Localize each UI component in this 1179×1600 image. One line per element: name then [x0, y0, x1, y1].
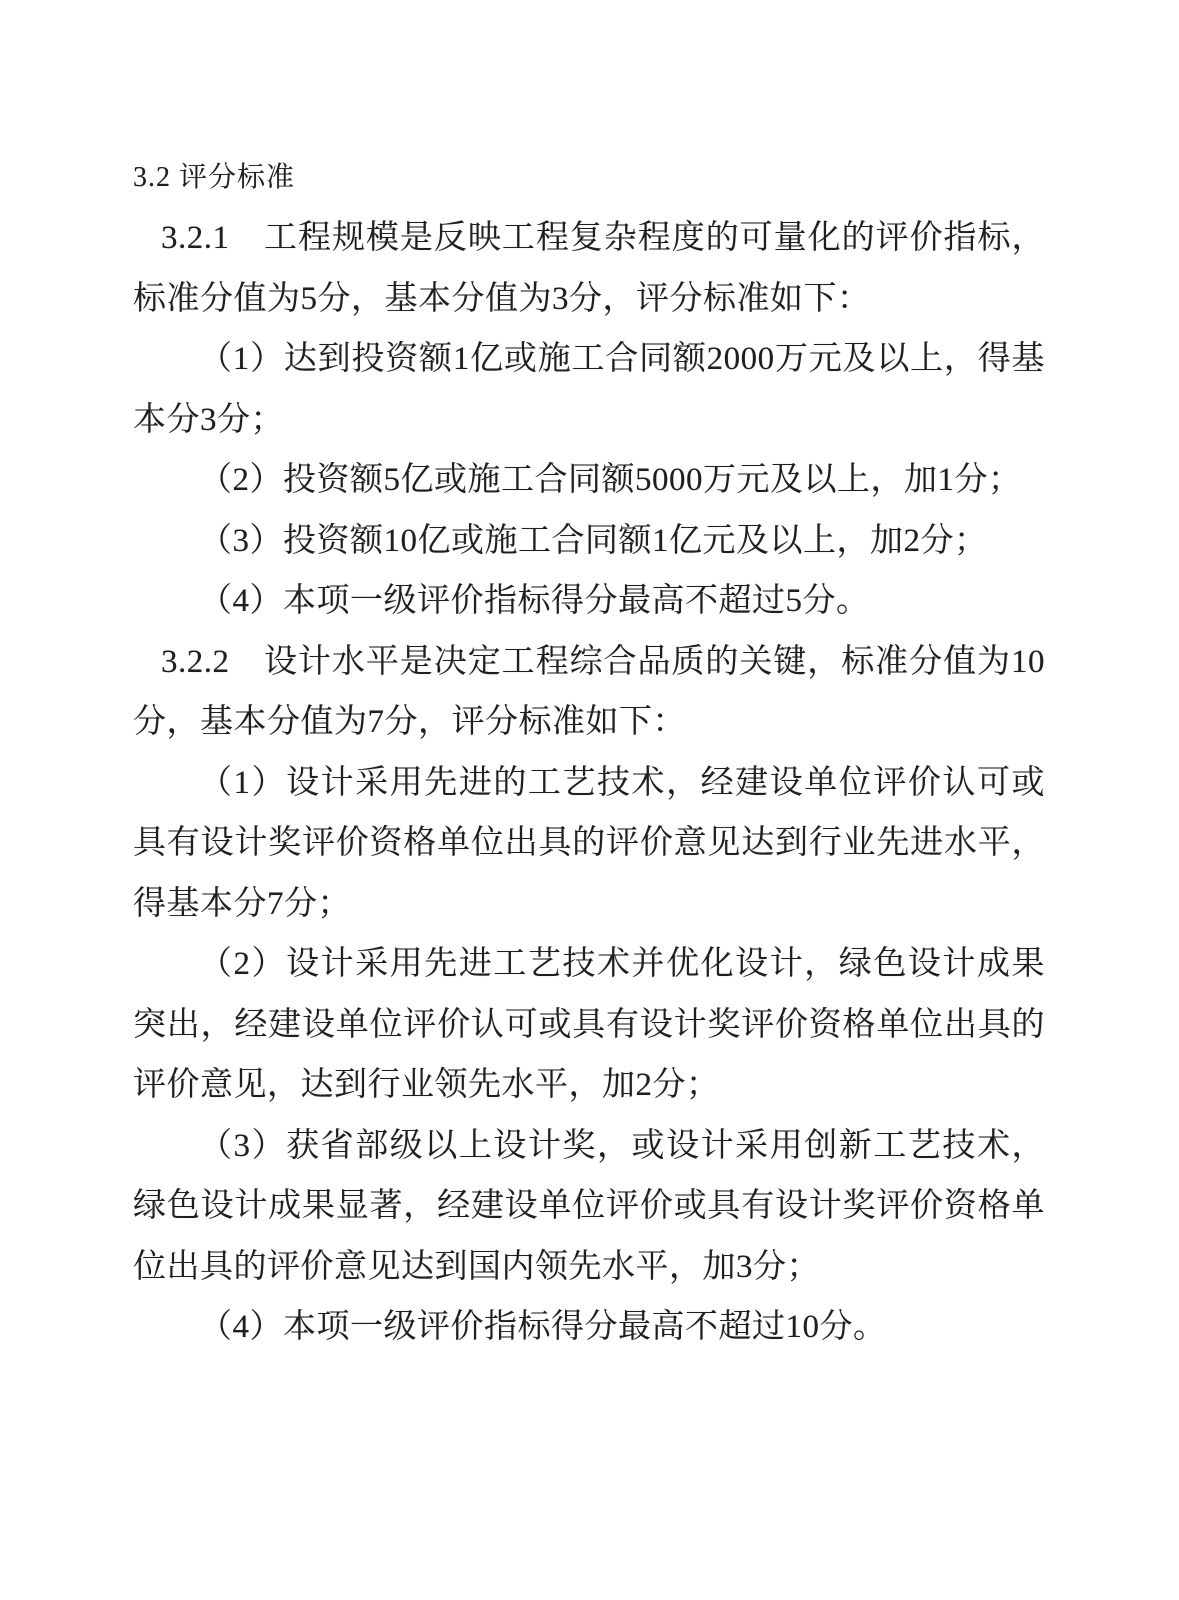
list-item-3-2-1-1: （1）达到投资额1亿或施工合同额2000万元及以上，得基本分3分；: [133, 341, 1045, 438]
document-content: [133, 147, 1045, 1358]
section-heading-3-2: 3.2 评分标准: [133, 162, 296, 193]
list-item-3-2-1-4: （4）本项一级评价指标得分最高不超过5分。: [199, 583, 870, 619]
paragraph-3-2-1-intro: 3.2.1 工程规模是反映工程复杂程度的可量化的评价指标，标准分值为5分，基本分值为3分，评分标准如下：: [133, 220, 1045, 317]
list-item-3-2-2-2: （2）设计采用先进工艺技术并优化设计，绿色设计成果突出，经建设单位评价认可或具有设计奖评价资格单位出具的评价意见，达到行业领先水平，加2分；: [133, 946, 1045, 1103]
paragraph-3-2-2-intro: 3.2.2 设计水平是决定工程综合品质的关键，标准分值为10分，基本分值为7分，评分标准如下：: [133, 643, 1045, 740]
list-item-3-2-1-3: （3）投资额10亿或施工合同额1亿元及以上，加2分；: [199, 522, 988, 559]
list-item-3-2-2-1: （1）设计采用先进的工艺技术，经建设单位评价认可或具有设计奖评价资格单位出具的评价意见达到行业先进水平，得基本分7分；: [133, 764, 1045, 922]
list-item-3-2-1-2: （2）投资额5亿或施工合同额5000万元及以上，加1分；: [199, 462, 1022, 498]
list-item-3-2-2-3: （3）获省部级以上设计奖，或设计采用创新工艺技术，绿色设计成果显著，经建设单位评价或具有设计奖评价资格单位出具的评价意见达到国内领先水平，加3分；: [133, 1127, 1045, 1285]
list-item-3-2-2-4: （4）本项一级评价指标得分最高不超过10分。: [199, 1309, 887, 1345]
